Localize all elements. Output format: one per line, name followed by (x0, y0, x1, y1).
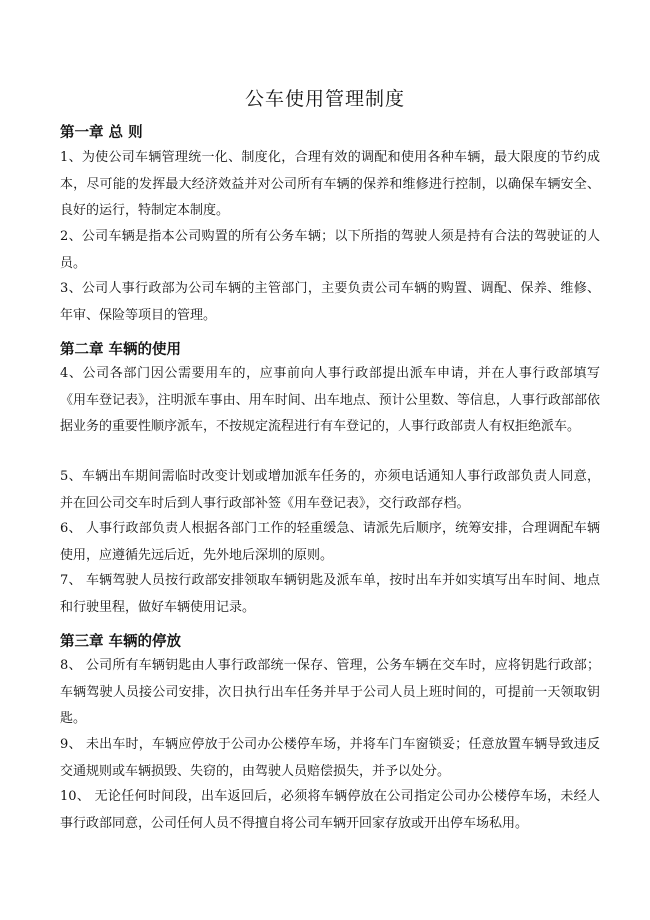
chapter-2-heading: 第二章 车辆的使用 (60, 342, 182, 358)
paragraph-10: 10、 无论任何时间段，出车返回后，必须将车辆停放在公司指定公司办公楼停车场，未经人事行政部同意，公司任何人员不得擅自将公司车辆开回家存放或开出停车场私用。 (60, 789, 600, 831)
paragraph-3: 3、公司人事行政部为公司车辆的主管部门，主要负责公司车辆的购置、调配、保养、维修、年审、保险等项目的管理。 (60, 281, 600, 323)
chapter-3-heading: 第三章 车辆的停放 (60, 634, 182, 650)
paragraph-5: 5、车辆出车期间需临时改变计划或增加派车任务的，亦须电话通知人事行政部负责人同意，并在回公司交车时后到人事行政部补签《用车登记表》，交行政部存档。 (60, 469, 600, 511)
chapter-1-heading: 第一章 总 则 (60, 125, 143, 141)
paragraph-7: 7、 车辆驾驶人员按行政部安排领取车辆钥匙及派车单，按时出车并如实填写出车时间、地点和行驶里程，做好车辆使用记录。 (60, 573, 600, 615)
paragraph-9: 9、 未出车时，车辆应停放于公司办公楼停车场，并将车门车窗锁妥；任意放置车辆导致违反交通规则或车辆损毁、失窃的，由驾驶人员赔偿损失，并予以处分。 (60, 737, 600, 779)
paragraph-6: 6、 人事行政部负责人根据各部门工作的轻重缓急、请派先后顺序，统筹安排，合理调配车辆使用，应遵循先远后近，先外地后深圳的原则。 (60, 521, 600, 563)
paragraph-2: 2、公司车辆是指本公司购置的所有公务车辆；以下所指的驾驶人须是持有合法的驾驶证的人员。 (60, 229, 600, 271)
paragraph-4: 4、公司各部门因公需要用车的，应事前向人事行政部提出派车申请，并在人事行政部填写《用车登记表》，注明派车事由、用车时间、出车地点、预计公里数、等信息，人事行政部部依据业务的重要性顺序派车，不按规定流程进行有车登记的，人事行政部责人有权拒绝派车。 (60, 366, 600, 434)
document-title: 公车使用管理制度 (244, 88, 405, 110)
paragraph-1: 1、为使公司车辆管理统一化、制度化，合理有效的调配和使用各种车辆，最大限度的节约成本，尽可能的发挥最大经济效益并对公司所有车辆的保养和维修进行控制，以确保车辆安全、良好的运行，特制定本制度。 (60, 150, 600, 218)
paragraph-8: 8、 公司所有车辆钥匙由人事行政部统一保存、管理，公务车辆在交车时，应将钥匙行政部；车辆驾驶人员接公司安排，次日执行出车任务并早于公司人员上班时间的，可提前一天领取钥匙。 (60, 658, 600, 726)
